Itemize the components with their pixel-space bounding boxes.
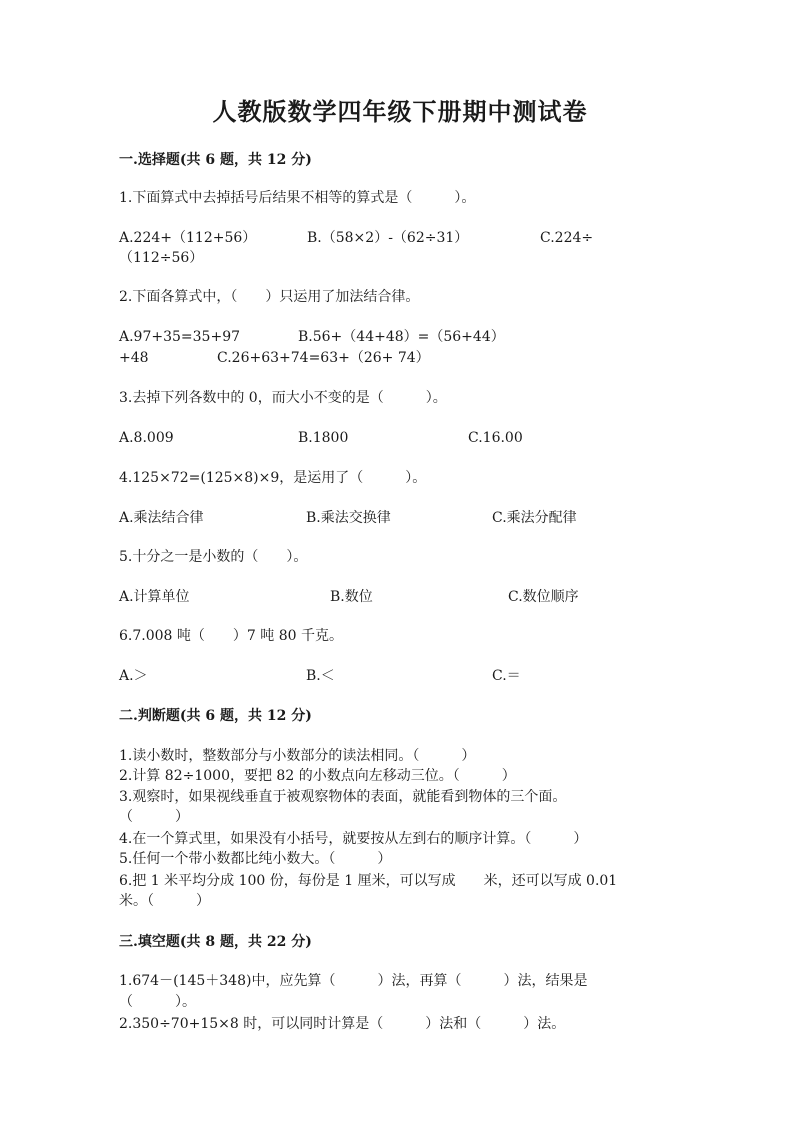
option-b: B.乘法交换律 [306,510,391,526]
fill-item-continued: （ ）。 [119,994,196,1010]
judge-item: 5.任何一个带小数都比纯小数大。（ ） [119,851,392,867]
option-c: C.16.00 [468,430,523,446]
option-b: B.（58×2）-（62÷31） [307,230,469,246]
question-stem: 3.去掉下列各数中的 0，而大小不变的是（ ）。 [119,390,447,406]
judge-item: 4.在一个算式里，如果没有小括号，就要按从左到右的顺序计算。（ ） [119,831,588,847]
question-stem: 6.7.008 吨（ ）7 吨 80 千克。 [119,628,343,644]
option-b: B.56+（44+48）=（56+44） [298,329,505,345]
section-heading-choice: 一.选择题(共 6 题，共 12 分) [119,152,312,168]
judge-item: 2.计算 82÷1000，要把 82 的小数点向左移动三位。（ ） [119,768,516,784]
judge-item: 3.观察时，如果视线垂直于被观察物体的表面，就能看到物体的三个面。 [119,789,567,805]
option-a: A.8.009 [119,430,174,446]
question-stem: 5.十分之一是小数的（ ）。 [119,549,308,565]
option-b: B.＜ [306,668,335,684]
question-stem: 4.125×72=(125×8)×9，是运用了（ ）。 [119,470,427,486]
option-c: C.224÷ [540,230,594,246]
section-heading-fill: 三.填空题(共 8 题，共 22 分) [119,934,312,950]
fill-item: 2.350÷70+15×8 时，可以同时计算是（ ）法和（ ）法。 [119,1016,566,1032]
option-a: A.计算单位 [119,589,190,605]
option-a: A.224+（112+56） [119,230,257,246]
question-stem: 1.下面算式中去掉括号后结果不相等的算式是（ ）。 [119,190,476,206]
judge-item-continued: 米。（ ） [119,893,210,909]
judge-item-continued: （ ） [119,809,189,825]
option-c-continued: （112÷56） [119,250,204,266]
option-b: B.1800 [298,430,349,446]
section-heading-judge: 二.判断题(共 6 题，共 12 分) [119,708,312,724]
question-stem: 2.下面各算式中，（ ）只运用了加法结合律。 [119,289,420,305]
fill-item: 1.674－(145＋348)中，应先算（ ）法，再算（ ）法，结果是 [119,973,588,989]
option-c: C.乘法分配律 [492,510,577,526]
option-b-continued: +48 [119,350,149,366]
judge-item: 6.把 1 米平均分成 100 份，每份是 1 厘米，可以写成 米，还可以写成 0.01 [119,873,618,889]
option-a: A.＞ [119,668,148,684]
option-a: A.乘法结合律 [119,510,204,526]
option-c: C.＝ [492,668,521,684]
option-c: C.数位顺序 [508,589,579,605]
judge-item: 1.读小数时，整数部分与小数部分的读法相同。（ ） [119,748,476,764]
option-a: A.97+35=35+97 [119,329,241,345]
page-title: 人教版数学四年级下册期中测试卷 [212,97,588,126]
option-c: C.26+63+74=63+（26+ 74） [217,350,430,366]
option-b: B.数位 [330,589,373,605]
